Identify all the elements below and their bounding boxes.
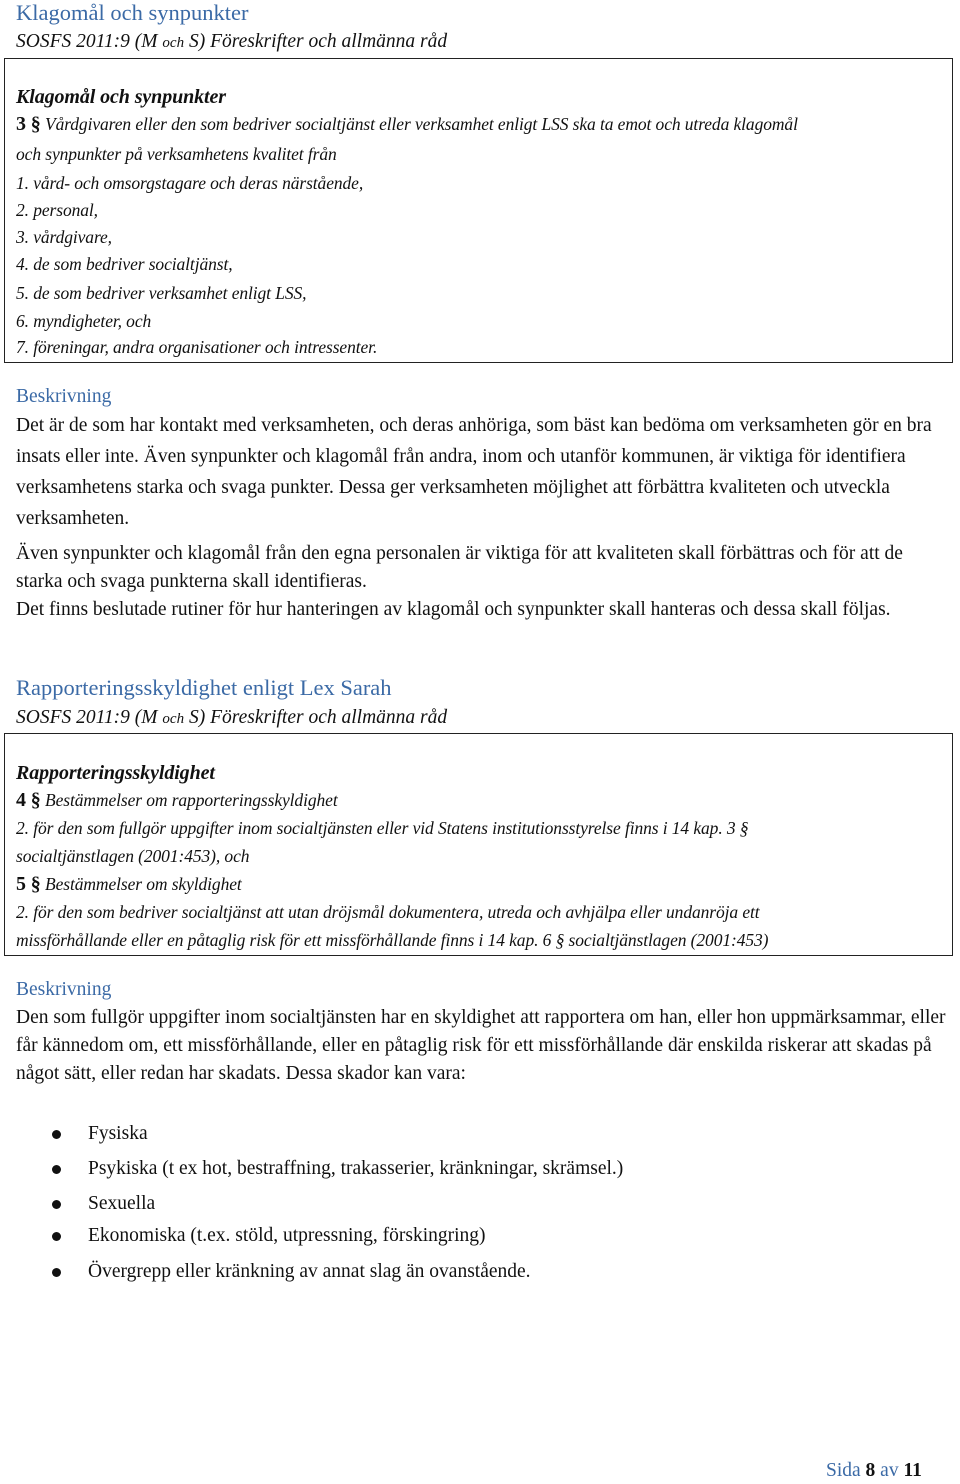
bullet-icon bbox=[52, 1130, 61, 1139]
description-heading: Beskrivning bbox=[16, 386, 112, 407]
sosfs-code: SOSFS 2011:9 (M bbox=[16, 31, 158, 52]
list-item: 6. myndigheter, och bbox=[16, 311, 152, 331]
list-item: 2. personal, bbox=[16, 200, 98, 220]
document-page: Klagomål och synpunkter SOSFS 2011:9 (M och S) Föreskrifter och allmänna råd Klagomål och synpunkter 3 § Vårdgivaren eller den som bedriver socialtjänst eller verksamhet enligt LSS ska ta emot och utreda klagomål och synpunkter på verksamhetens kvalitet från 1. vård- och omsorgstagare och deras närstående, 2. personal, 3. vårdgivare, 4. de som bedriver socialtjänst, 5. de som bedriver verksamhet enligt LSS, 6. myndigheter, och 7. föreningar, andra organisationer och intressenter. Beskrivning Det är de som har kontakt med verksamheten, och deras anhöriga, som bäst kan bedöma om verksamheten gör en bra insats eller inte. Även synpunkter och klagomål från andra, inom och utanför kommunen, är viktiga för identifiera verksamhetens starka och svaga punkter. Dessa ger verksamheten möjlighet att förbättra kvaliteten och utveckla verksamheten. Även synpunkter och klagomål från den egna personalen är viktiga för att kvaliteten skall förbättras och för att de starka och svaga punkterna skall identifieras. Det finns beslutade rutiner för hur hanteringen av klagomål och synpunkter skall hanteras och dessa skall följas. Rapporteringsskyldighet enligt Lex Sarah SOSFS 2011:9 (M och S) Föreskrifter och allmänna råd Rapporteringsskyldighet 4 § Bestämmelser om rapporteringsskyldighet 2. för den som fullgör uppgifter inom socialtjänsten eller vid Statens institutionsstyrelse finns i 14 kap. 3 § socialtjänstlagen (2001:453), och 5 § Bestämmelser om skyldighet 2. för den som bedriver socialtjänst att utan dröjsmål dokumentera, utreda och avhjälpa eller undanröja ett missförhållande eller en påtaglig risk för ett missförhållande finns i 14 kap. 6 § socialtjänstlagen (2001:453) Beskrivning Den som fullgör uppgifter inom socialtjänsten har en skyldighet att rapportera om han, eller hon uppmärksammar, eller får kännedom om, ett missförhållande, eller en påtaglig risk för ett missförhållande där enskilda riskerar att skadas på något sätt, eller redan har skadats. Dessa skador kan vara: Fysiska Psykiska (t ex hot, bestraffning, trakasserier, kränkningar, skrämsel.) Sexuella Ekonomiska (t.ex. stöld, utpressning, förskingring) Övergrepp eller kränkning av annat slag än ovanstående. Sida 8 av 11 bbox=[0, 0, 960, 1484]
description-paragraph-1: Det är de som har kontakt med verksamheten, och deras anhöriga, som bäst kan bedöma om verksamheten gör en bra insats eller inte. Även synpunkter och klagomål från andra, inom och utanför kommunen, är viktiga för identifiera verksamhetens starka och svaga punkter. Dessa ger verksamheten möjlighet att förbättra kvaliteten och utveckla verksamheten. bbox=[16, 415, 932, 529]
section-heading-lex-sarah: Rapporteringsskyldighet enligt Lex Sarah bbox=[16, 675, 392, 700]
footer-page-number: 8 bbox=[865, 1460, 876, 1481]
list-item: 5. de som bedriver verksamhet enligt LSS, bbox=[16, 283, 307, 303]
bullet-icon bbox=[52, 1268, 61, 1277]
sosfs-rest: S) bbox=[188, 31, 206, 52]
sosfs-reference bbox=[16, 706, 447, 731]
sosfs-reference bbox=[16, 30, 447, 55]
description-paragraph: Den som fullgör uppgifter inom socialtjänsten har en skyldighet att rapportera om han, eller hon uppmärksammar, eller får kännedom om, ett missförhållande, eller en påtaglig risk för ett missförhållande där enskilda riskerar att skadas på något sätt, eller redan har skadats. Dessa skador kan vara: bbox=[16, 1007, 946, 1084]
paragraph-text-2: och synpunkter på verksamhetens kvalitet från bbox=[16, 144, 337, 164]
paragraph-number: 5 § bbox=[16, 873, 41, 895]
list-item: 3. vårdgivare, bbox=[16, 227, 112, 247]
regulation-paragraph bbox=[16, 873, 946, 895]
description-heading: Beskrivning bbox=[16, 979, 112, 1000]
section-heading-klagomal: Klagomål och synpunkter bbox=[16, 0, 249, 25]
paragraph-text-1: Vårdgivaren eller den som bedriver socialtjänst eller verksamhet enligt LSS ska ta emot och utreda klagomål bbox=[44, 114, 798, 134]
regulation-item: missförhållande eller en påtaglig risk för ett missförhållande finns i 14 kap. 6 § socialtjänstlagen (2001:453) bbox=[16, 930, 769, 950]
regulation-paragraph bbox=[16, 113, 946, 135]
bullet-icon bbox=[52, 1165, 61, 1174]
footer-av: av bbox=[880, 1460, 899, 1481]
paragraph-number: 4 § bbox=[16, 789, 41, 811]
footer-sida: Sida bbox=[826, 1460, 861, 1481]
list-item: 4. de som bedriver socialtjänst, bbox=[16, 254, 233, 274]
page-footer bbox=[826, 1458, 922, 1484]
paragraph-text: Bestämmelser om skyldighet bbox=[44, 874, 242, 894]
sosfs-och: och bbox=[162, 711, 185, 727]
regulation-item: socialtjänstlagen (2001:453), och bbox=[16, 846, 250, 866]
sosfs-rest: S) bbox=[188, 707, 206, 728]
regulation-paragraph bbox=[16, 789, 946, 811]
list-item: 7. föreningar, andra organisationer och intressenter. bbox=[16, 337, 378, 357]
paragraph-number: 3 § bbox=[16, 113, 41, 135]
regulation-item: 2. för den som fullgör uppgifter inom socialtjänsten eller vid Statens institutionsstyrelse finns i 14 kap. 3 § bbox=[16, 818, 749, 838]
description-paragraph-3: Det finns beslutade rutiner för hur hanteringen av klagomål och synpunkter skall hanteras och dessa skall följas. bbox=[16, 599, 891, 620]
bullet-icon bbox=[52, 1200, 61, 1209]
footer-total-pages: 11 bbox=[903, 1460, 922, 1481]
list-item: 1. vård- och omsorgstagare och deras närstående, bbox=[16, 173, 364, 193]
box-title: Rapporteringsskyldighet bbox=[16, 762, 215, 784]
sosfs-tail: Föreskrifter och allmänna råd bbox=[210, 31, 448, 52]
description-paragraph-2: Även synpunkter och klagomål från den egna personalen är viktiga för att kvaliteten skall förbättras och för att de starka och svaga punkterna skall identifieras. bbox=[16, 543, 903, 592]
sosfs-och: och bbox=[162, 35, 185, 51]
sosfs-tail: Föreskrifter och allmänna råd bbox=[210, 707, 448, 728]
bullet-icon bbox=[52, 1232, 61, 1241]
paragraph-text: Bestämmelser om rapporteringsskyldighet bbox=[44, 790, 338, 810]
box-title: Klagomål och synpunkter bbox=[16, 86, 226, 108]
sosfs-code: SOSFS 2011:9 (M bbox=[16, 707, 158, 728]
regulation-item: 2. för den som bedriver socialtjänst att utan dröjsmål dokumentera, utreda och avhjälpa eller undanröja ett bbox=[16, 902, 760, 922]
